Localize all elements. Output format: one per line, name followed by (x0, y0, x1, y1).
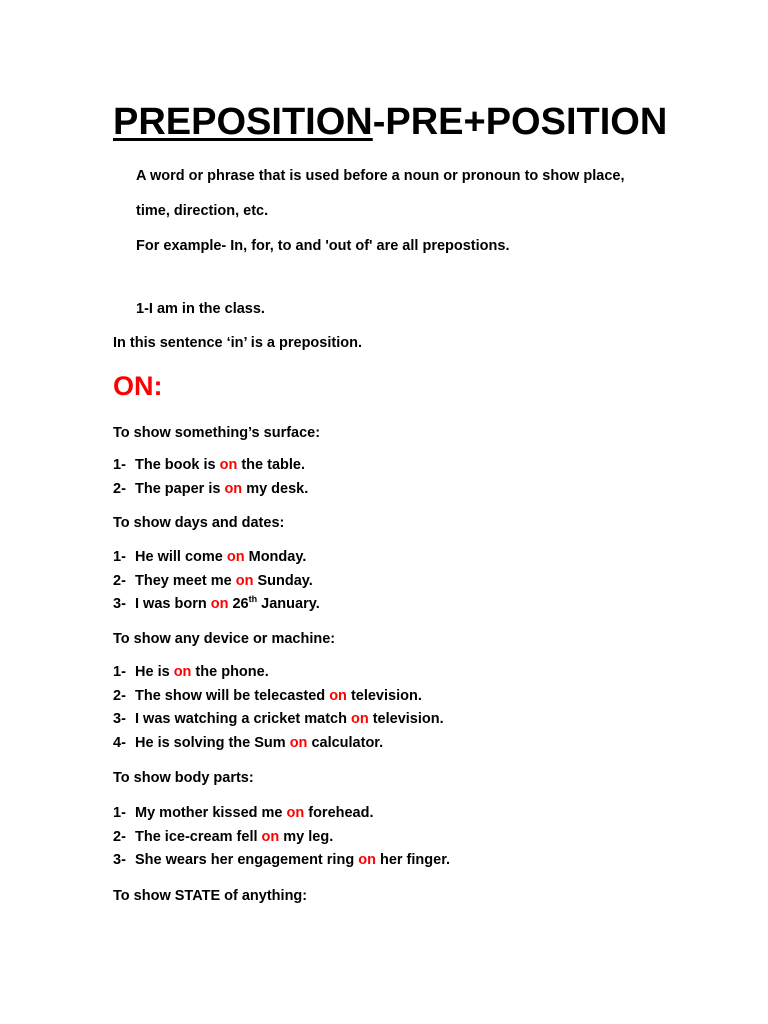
highlight-word: on (350, 711, 369, 728)
section-heading-on: ON: (113, 371, 163, 401)
intro-line-3: For example- In, for, to and 'out of' are all prepostions. (136, 238, 510, 254)
highlight-word: on (226, 549, 245, 565)
highlight-word: on (261, 828, 280, 845)
section-label-device: To show any device or machine: (113, 631, 336, 647)
section-label-body: To show body parts: (113, 770, 254, 786)
intro-line-2: time, direction, etc. (136, 203, 269, 219)
list-item: 2- They meet me on Sunday. (113, 572, 313, 589)
highlight-word: on (286, 805, 305, 821)
section-label-surface: To show something’s surface: (113, 425, 321, 441)
list-days (113, 546, 320, 617)
list-item: 2- The ice-cream fell on my leg. (113, 828, 334, 845)
highlight-word: on (329, 687, 347, 704)
list-item: 3- She wears her engagement ring on her finger. (113, 852, 451, 869)
section-label-days: To show days and dates: (113, 515, 285, 531)
list-item: 3- I was watching a cricket match on television. (113, 711, 444, 728)
list-device (113, 661, 444, 756)
example-sentence: 1-I am in the class. (136, 301, 265, 317)
list-item: 1- The book is on the table. (113, 457, 305, 473)
list-surface (113, 454, 308, 501)
highlight-word: on (210, 596, 229, 613)
list-body (113, 802, 450, 873)
highlight-word: on (358, 852, 376, 869)
title-rest: -PRE+POSITION (372, 101, 668, 143)
ordinal-suffix: th (248, 594, 258, 605)
highlight-word: on (289, 735, 308, 752)
list-item: 2- The paper is on my desk. (113, 480, 309, 497)
intro-line-1: A word or phrase that is used before a noun or pronoun to show place, (136, 168, 625, 184)
list-item: 1- He is on the phone. (113, 664, 269, 680)
list-item: 4- He is solving the Sum on calculator. (113, 735, 384, 752)
list-item: 1- My mother kissed me on forehead. (113, 805, 374, 821)
page-title (113, 96, 667, 148)
list-item: 1- He will come on Monday. (113, 549, 307, 565)
list-item: 2- The show will be telecasted on television. (113, 687, 422, 704)
highlight-word: on (219, 457, 238, 473)
title-underlined: PREPOSITION (113, 101, 373, 143)
highlight-word: on (173, 664, 192, 680)
list-item: 3- I was born on 26th January. (113, 594, 320, 613)
section-label-state: To show STATE of anything: (113, 888, 308, 904)
highlight-word: on (224, 480, 243, 497)
example-explanation: In this sentence ‘in’ is a preposition. (113, 335, 362, 351)
highlight-word: on (235, 572, 254, 589)
